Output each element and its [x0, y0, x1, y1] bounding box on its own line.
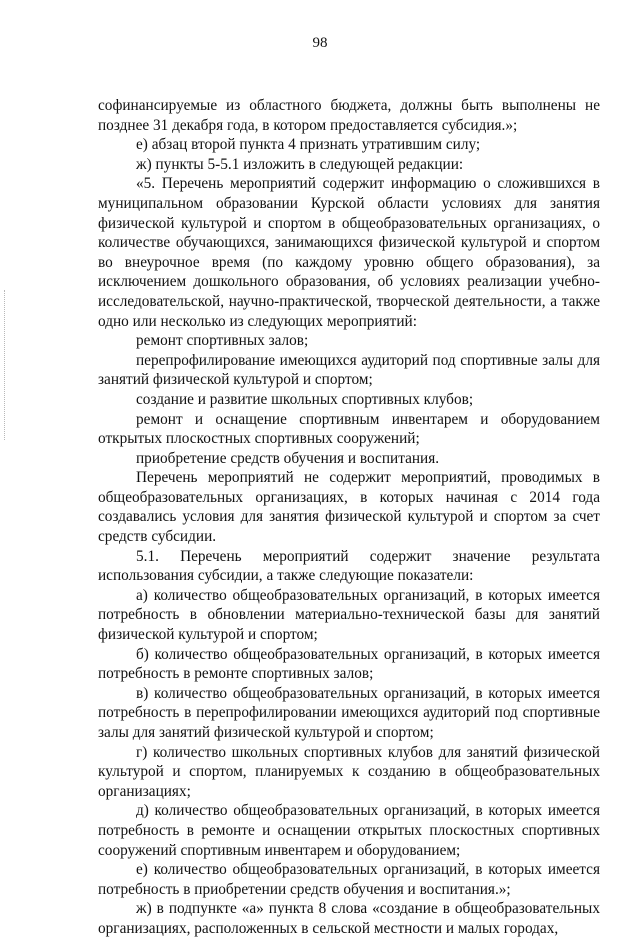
- paragraph-item-zh: ж) пункты 5-5.1 изложить в следующей редакции:: [136, 155, 464, 173]
- indicator-item-d: д) количество общеобразовательных организаций, в которых имеется потребность в ремонте и оснащении открытых плоскостных спортивных сооружений спортивным инвентарем и оборудованием;: [98, 802, 600, 859]
- indicator-item-b: б) количество общеобразовательных организаций, в которых имеется потребность в ремонте спортивных залов;: [98, 645, 600, 683]
- paragraph-clause-5-1: 5.1. Перечень мероприятий содержит значение результата использования субсидии, а также следующие показатели:: [98, 547, 600, 585]
- indicator-item-e: е) количество общеобразовательных организаций, в которых имеется потребность в приобретении средств обучения и воспитания.»;: [98, 861, 600, 898]
- list-item-gym-repair: ремонт спортивных залов;: [136, 332, 309, 350]
- paragraph-exclusion: Перечень мероприятий не содержит мероприятий, проводимых в общеобразовательных организациях, в которых начиная с 2014 года создавались условия для занятия физической культурой и спортом за счет средств субсидии.: [98, 469, 600, 546]
- paragraph-item-zh-subpoint-a: ж) в подпункте «а» пункта 8 слова «создание в общеобразовательных организациях, расположенных в сельской местности и малых городах,: [98, 900, 600, 937]
- list-item-sports-clubs: создание и развитие школьных спортивных клубов;: [136, 390, 474, 408]
- indicator-item-a: а) количество общеобразовательных организаций, в которых имеется потребность в обновлении материально-технической базы для занятий физической культурой и спортом;: [98, 586, 600, 644]
- paragraph-item-e: е) абзац второй пункта 4 признать утратившим силу;: [136, 136, 481, 154]
- list-item-reprofiling: перепрофилирование имеющихся аудиторий под спортивные залы для занятий физической культурой и спортом;: [98, 351, 600, 389]
- list-item-outdoor-facilities: ремонт и оснащение спортивным инвентарем и оборудованием открытых плоскостных спортивных сооружений;: [98, 410, 600, 448]
- indicator-item-g: г) количество школьных спортивных клубов для занятий физической культурой и спортом, планируемых к созданию в общеобразовательных организациях;: [98, 743, 600, 800]
- paragraph-continuation: софинансируемые из областного бюджета, должны быть выполнены не позднее 31 декабря года, в котором предоставляется субсидия.»;: [98, 97, 600, 134]
- scan-edge-mark: [4, 290, 6, 440]
- indicator-item-v: в) количество общеобразовательных организаций, в которых имеется потребность в перепрофилировании имеющихся аудиторий под спортивные залы для занятий физической культурой и спортом;: [98, 684, 600, 741]
- paragraph-clause-5: «5. Перечень мероприятий содержит информацию о сложившихся в муниципальном образовании Курской области условиях для занятия физической культурой и спортом в общеобразовательных организациях, о количестве обучающихся, занимающихся физической культурой и спортом во внеурочное время (по каждому уровню общего образования), за исключением дошкольного образования, об условиях реализации учебно-исследовательской, научно-практической, творческой деятельности, а также одно или несколько из следующих мероприятий:: [98, 175, 600, 330]
- document-body: [98, 96, 600, 939]
- page-number: 98: [312, 35, 328, 51]
- list-item-teaching-aids: приобретение средств обучения и воспитания.: [136, 449, 440, 467]
